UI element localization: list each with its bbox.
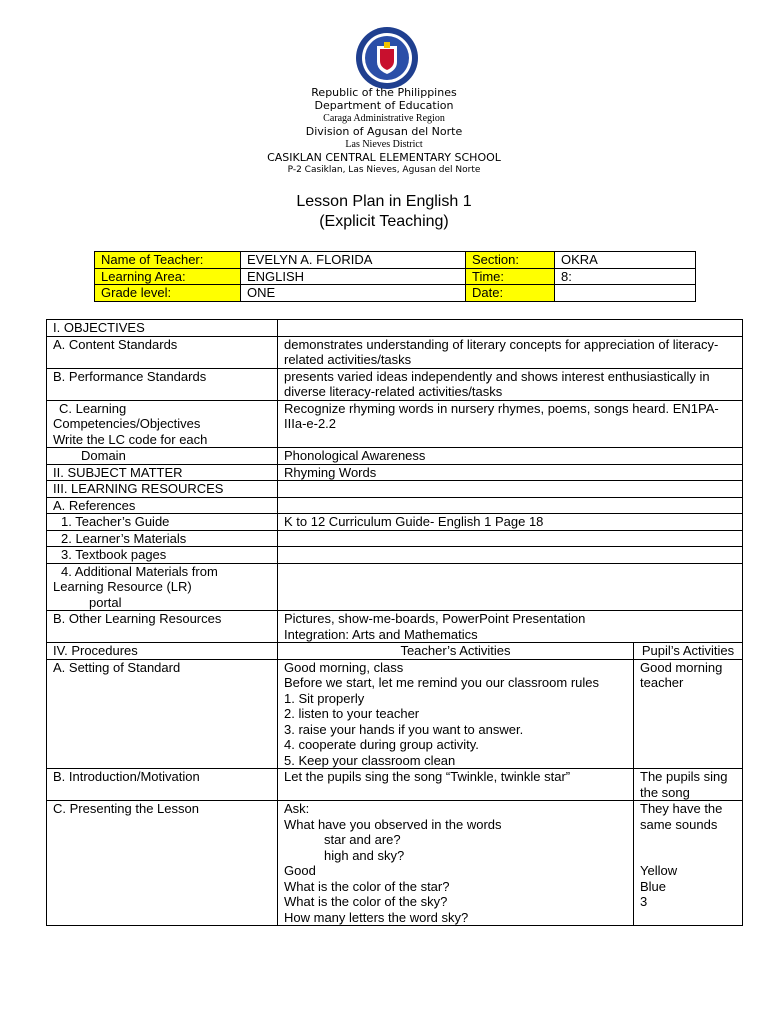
procedures-label: IV. Procedures: [47, 643, 278, 660]
teacher-label: Name of Teacher:: [95, 252, 241, 269]
empty-cell: [278, 563, 743, 611]
letterhead: [0, 86, 768, 177]
list-item: Ask:: [284, 801, 310, 816]
competencies-label-line: Competencies/Objectives: [53, 416, 201, 431]
presenting-lesson-pupil: [634, 801, 743, 926]
date-value: [555, 285, 696, 302]
list-item: What have you observed in the words: [284, 816, 502, 832]
other-resources-line: Pictures, show-me-boards, PowerPoint Presentation: [284, 611, 586, 626]
objectives-label: I. OBJECTIVES: [47, 320, 278, 337]
list-item: Good: [284, 863, 316, 878]
country-line: Republic of the Philippines: [311, 86, 457, 99]
section-value: OKRA: [555, 252, 696, 269]
domain-value: Phonological Awareness: [278, 448, 743, 465]
presenting-lesson-label: C. Presenting the Lesson: [47, 801, 278, 926]
table-row: [47, 563, 743, 611]
other-resources-value: [278, 611, 743, 643]
division-line: Division of Agusan del Norte: [305, 125, 463, 138]
performance-standards-label: B. Performance Standards: [47, 368, 278, 400]
pupil-activities-header: Pupil’s Activities: [634, 643, 743, 660]
table-row: [47, 368, 743, 400]
textbook-pages-label: 3. Textbook pages: [47, 547, 278, 564]
lesson-plan-table: [46, 319, 743, 926]
grade-label: Grade level:: [95, 285, 241, 302]
introduction-activity: Let the pupils sing the song “Twinkle, twinkle star”: [278, 769, 634, 801]
additional-label-line: Learning Resource (LR): [53, 579, 192, 594]
teacher-value: EVELYN A. FLORIDA: [241, 252, 466, 269]
district-line: Las Nieves District: [345, 139, 423, 150]
pupil-answer: Blue: [640, 878, 667, 894]
setting-standard-label: A. Setting of Standard: [47, 659, 278, 769]
table-row: [47, 320, 743, 337]
title-line-1: Lesson Plan in English 1: [296, 193, 472, 210]
pupil-answer: 3: [640, 894, 648, 909]
teacher-info-table: [94, 251, 696, 302]
table-row: [95, 285, 696, 302]
school-name: CASIKLAN CENTRAL ELEMENTARY SCHOOL: [267, 151, 501, 164]
table-row: [47, 530, 743, 547]
list-item: 4. cooperate during group activity.: [284, 737, 479, 752]
teachers-guide-value: K to 12 Curriculum Guide- English 1 Page 18: [278, 514, 743, 531]
additional-label-line: portal: [89, 594, 122, 610]
references-label: A. References: [47, 497, 278, 514]
subject-matter-value: Rhyming Words: [278, 464, 743, 481]
performance-standards-value: presents varied ideas independently and shows interest enthusiastically in diverse literacy-related activities/tasks: [278, 368, 743, 400]
table-row: [47, 801, 743, 926]
empty-cell: [278, 497, 743, 514]
spacer: [640, 832, 736, 863]
learners-materials-label: 2. Learner’s Materials: [47, 530, 278, 547]
integration-line: Integration: Arts and Mathematics: [284, 626, 478, 642]
teachers-guide-label: 1. Teacher’s Guide: [47, 514, 278, 531]
table-row: [47, 464, 743, 481]
domain-label: Domain: [47, 448, 278, 465]
date-label: Date:: [466, 285, 555, 302]
table-row: [47, 643, 743, 660]
list-item: 1. Sit properly: [284, 690, 365, 706]
other-resources-label: B. Other Learning Resources: [47, 611, 278, 643]
list-item: star and are?: [324, 832, 401, 847]
list-item: high and sky?: [324, 847, 405, 863]
empty-cell: [278, 530, 743, 547]
table-row: [47, 497, 743, 514]
empty-cell: [278, 481, 743, 498]
learning-resources-label: III. LEARNING RESOURCES: [47, 481, 278, 498]
content-standards-value: demonstrates understanding of literary concepts for appreciation of literacy-related activities/tasks: [278, 336, 743, 368]
competencies-label: [47, 400, 278, 448]
table-row: [95, 252, 696, 269]
list-item: Before we start, let me remind you our classroom rules: [284, 675, 600, 690]
empty-cell: [278, 547, 743, 564]
table-row: [47, 769, 743, 801]
pupil-answer: They have the same sounds: [640, 801, 723, 832]
competencies-label-line: C. Learning: [59, 400, 127, 416]
time-label: Time:: [466, 268, 555, 285]
deped-seal-logo: [355, 26, 419, 90]
list-item: How many letters the word sky?: [284, 909, 469, 925]
region-line: Caraga Administrative Region: [323, 113, 445, 124]
introduction-label: B. Introduction/Motivation: [47, 769, 278, 801]
list-item: 5. Keep your classroom clean: [284, 752, 456, 768]
list-item: 3. raise your hands if you want to answer.: [284, 721, 524, 737]
subject-matter-label: II. SUBJECT MATTER: [47, 464, 278, 481]
teacher-activities-header: Teacher’s Activities: [278, 643, 634, 660]
additional-label-line: 4. Additional Materials from: [61, 563, 218, 579]
setting-standard-pupil: Good morning teacher: [634, 659, 743, 769]
list-item: What is the color of the star?: [284, 878, 450, 894]
time-value: 8:: [555, 268, 696, 285]
presenting-lesson-activities: [278, 801, 634, 926]
competencies-value: Recognize rhyming words in nursery rhymes, poems, songs heard. EN1PA-IIIa-e-2.2: [278, 400, 743, 448]
section-label: Section:: [466, 252, 555, 269]
table-row: [47, 611, 743, 643]
additional-materials-label: [47, 563, 278, 611]
grade-value: ONE: [241, 285, 466, 302]
table-row: [47, 481, 743, 498]
pupil-answer: Yellow: [640, 863, 678, 878]
table-row: [95, 268, 696, 285]
document-title: [0, 192, 768, 232]
table-row: [47, 547, 743, 564]
table-row: [47, 336, 743, 368]
table-row: [47, 514, 743, 531]
competencies-label-line: Write the LC code for each: [53, 431, 208, 447]
table-row: [47, 400, 743, 448]
area-value: ENGLISH: [241, 268, 466, 285]
introduction-pupil: The pupils sing the song: [634, 769, 743, 801]
school-address: P-2 Casiklan, Las Nieves, Agusan del Norte: [287, 165, 481, 175]
list-item: 2. listen to your teacher: [284, 706, 420, 721]
area-label: Learning Area:: [95, 268, 241, 285]
list-item: Good morning, class: [284, 659, 404, 675]
table-row: [47, 448, 743, 465]
department-line: Department of Education: [314, 99, 454, 112]
content-standards-label: A. Content Standards: [47, 336, 278, 368]
title-line-2: (Explicit Teaching): [319, 213, 449, 230]
setting-standard-activities: [278, 659, 634, 769]
list-item: What is the color of the sky?: [284, 894, 448, 909]
empty-cell: [278, 320, 743, 337]
table-row: [47, 659, 743, 769]
